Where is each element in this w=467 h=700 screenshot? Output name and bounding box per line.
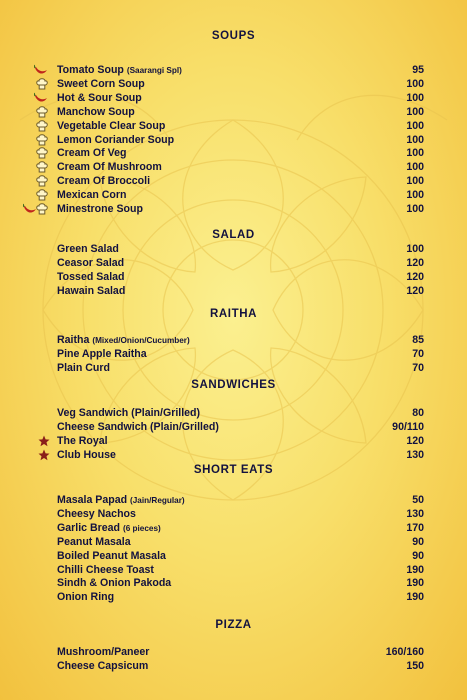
section-title-short-eats: SHORT EATS	[193, 464, 274, 476]
menu-item-price: 100	[406, 105, 424, 118]
menu-item-price: 120	[406, 270, 424, 283]
menu-item-row	[0, 493, 467, 507]
menu-item-row	[0, 202, 467, 216]
chef-hat-icon	[36, 106, 50, 118]
menu-item-price: 160/160	[385, 646, 424, 658]
section-title-salad: SALAD	[212, 229, 255, 241]
menu-item-name	[57, 659, 148, 673]
menu-item-row	[0, 91, 467, 105]
chef-hat-icon	[36, 78, 50, 90]
menu-item-row	[0, 188, 467, 202]
menu-item-price: 100	[406, 189, 424, 202]
menu-item-label: Tomato Soup	[57, 64, 124, 76]
section-title-soups: SOUPS	[211, 30, 256, 42]
section-title-raitha: RAITHA	[209, 308, 258, 320]
chef-hat-icon	[36, 189, 50, 201]
menu-item-label: Chilli Cheese Toast	[57, 563, 154, 576]
menu-item-price: 100	[406, 133, 424, 146]
menu-item-row	[0, 77, 467, 91]
menu-item-name	[57, 174, 150, 188]
menu-item-label: The Royal	[57, 434, 108, 447]
menu-item-price: 100	[406, 175, 424, 188]
menu-item-price: 130	[406, 507, 424, 520]
menu-item-label: Cheese Sandwich (Plain/Grilled)	[57, 420, 219, 433]
menu-item-price: 90	[412, 549, 424, 562]
menu-item-name	[57, 63, 182, 78]
menu-item-name	[57, 645, 149, 659]
menu-item-label: Tossed Salad	[57, 270, 125, 283]
menu-item-label: Sweet Corn Soup	[57, 77, 145, 90]
chef-hat-icon	[36, 203, 50, 215]
menu-item-name	[57, 361, 110, 375]
menu-item-row	[0, 521, 467, 535]
menu-item-note: (Jain/Regular)	[130, 496, 185, 505]
menu-item-label: Manchow Soup	[57, 105, 135, 118]
menu-item-row	[0, 160, 467, 174]
menu-item-label: Plain Curd	[57, 361, 110, 374]
menu-item-row	[0, 284, 467, 298]
menu-item-row	[0, 434, 467, 448]
menu-item-row	[0, 576, 467, 590]
menu-item-label: Minestrone Soup	[57, 203, 143, 215]
menu-item-label: Club House	[57, 448, 116, 461]
menu-item-name	[57, 493, 185, 508]
menu-item-price: 100	[406, 119, 424, 132]
menu-item-row	[0, 242, 467, 256]
menu-item-name	[57, 270, 125, 284]
menu-item-label: Vegetable Clear Soup	[57, 119, 166, 132]
menu-item-price: 80	[412, 407, 424, 419]
menu-item-row	[0, 535, 467, 549]
menu-item-row	[0, 347, 467, 361]
menu-item-label: Lemon Coriander Soup	[57, 133, 175, 146]
menu-item-label: Masala Papad	[57, 494, 128, 506]
menu-item-row	[0, 133, 467, 147]
menu-item-name	[57, 105, 135, 119]
menu-item-label: Sindh & Onion Pakoda	[57, 577, 172, 590]
menu-item-label: Pine Apple Raitha	[57, 347, 147, 360]
menu-item-row	[0, 563, 467, 577]
menu-item-row	[0, 645, 467, 659]
menu-item-name	[57, 284, 125, 298]
menu-item-row	[0, 256, 467, 270]
menu-item-price: 170	[406, 521, 424, 534]
menu-item-row	[0, 105, 467, 119]
menu-item-name	[57, 133, 174, 147]
menu-item-price: 130	[406, 448, 424, 461]
menu-item-name	[57, 160, 162, 174]
menu-item-price: 190	[406, 563, 424, 576]
menu-item-row	[0, 549, 467, 563]
menu-item-label: Raitha	[57, 334, 90, 346]
menu-item-row	[0, 174, 467, 188]
menu-item-label: Veg Sandwich (Plain/Grilled)	[57, 407, 201, 419]
menu-item-label: Ceasor Salad	[57, 256, 125, 269]
menu-item-name	[57, 77, 145, 91]
menu-item-name	[57, 434, 108, 448]
menu-item-price: 190	[406, 577, 424, 590]
menu-item-label: Green Salad	[57, 243, 119, 255]
menu-item-row	[0, 63, 467, 77]
menu-item-label: Hot & Sour Soup	[57, 91, 142, 104]
menu-item-name	[57, 202, 143, 216]
menu-item-label: Boiled Peanut Masala	[57, 549, 166, 562]
menu-item-label: Cheesy Nachos	[57, 507, 136, 520]
menu-item-name	[57, 507, 136, 521]
menu-item-label: Cheese Capsicum	[57, 659, 149, 672]
chef-hat-icon	[36, 147, 50, 159]
menu-item-price: 90	[412, 535, 424, 548]
menu-item-name	[57, 590, 114, 604]
menu-item-label: Cream Of Mushroom	[57, 161, 162, 174]
chef-hat-icon	[36, 134, 50, 146]
menu-item-price: 100	[406, 147, 424, 160]
chilli-icon	[23, 203, 37, 215]
menu-item-row	[0, 448, 467, 462]
menu-item-row	[0, 361, 467, 375]
menu-item-price: 95	[412, 64, 424, 76]
menu-item-label: Garlic Bread	[57, 521, 121, 534]
menu-item-price: 190	[406, 591, 424, 604]
menu-item-label: Cream Of Veg	[57, 147, 127, 160]
menu-item-price: 100	[406, 77, 424, 90]
menu-item-row	[0, 270, 467, 284]
menu-item-price: 100	[406, 161, 424, 174]
section-title-pizza: PIZZA	[215, 619, 252, 631]
menu-item-price: 90/110	[392, 420, 424, 433]
menu-item-note: (6 pieces)	[122, 523, 161, 533]
menu-item-row	[0, 333, 467, 347]
menu-item-name	[57, 535, 131, 549]
menu-item-price: 120	[406, 256, 424, 269]
menu-item-price: 50	[412, 494, 424, 506]
menu-item-row	[0, 507, 467, 521]
menu-item-name	[57, 549, 166, 563]
menu-item-name	[57, 521, 161, 536]
menu-item-price: 100	[406, 203, 424, 215]
menu-item-name	[57, 119, 165, 133]
menu-item-label: Hawain Salad	[57, 284, 126, 297]
menu-item-price: 85	[412, 334, 424, 346]
menu-item-name	[57, 576, 171, 590]
menu-item-name	[57, 563, 154, 577]
star-icon	[38, 449, 52, 461]
menu-item-name	[57, 242, 119, 256]
chef-hat-icon	[36, 161, 50, 173]
menu-item-row	[0, 420, 467, 434]
star-icon	[38, 435, 52, 447]
menu-item-name	[57, 256, 124, 270]
menu-item-name	[57, 91, 142, 105]
chef-hat-icon	[36, 120, 50, 132]
menu-item-price: 100	[406, 91, 424, 104]
menu-item-row	[0, 119, 467, 133]
menu-item-note: (Saarangi Spl)	[126, 66, 182, 75]
menu-item-price: 150	[406, 659, 424, 672]
menu-item-label: Onion Ring	[57, 591, 115, 604]
menu-item-label: Peanut Masala	[57, 535, 131, 548]
menu-item-name	[57, 406, 200, 420]
menu-item-name	[57, 448, 116, 462]
section-title-sandwiches: SANDWICHES	[191, 379, 276, 391]
menu-item-name	[57, 146, 126, 160]
menu-item-row	[0, 659, 467, 673]
menu-item-row	[0, 406, 467, 420]
menu-item-label: Mushroom/Paneer	[57, 646, 150, 658]
chilli-icon	[34, 92, 48, 104]
menu-item-label: Cream Of Broccoli	[57, 175, 151, 188]
chilli-icon	[34, 64, 48, 76]
menu-item-row	[0, 590, 467, 604]
menu-item-name	[57, 188, 126, 202]
menu-item-price: 70	[412, 347, 424, 360]
menu-item-name	[57, 333, 190, 348]
menu-item-label: Mexican Corn	[57, 189, 127, 202]
menu-item-note: (Mixed/Onion/Cucumber)	[92, 336, 190, 345]
menu-item-price: 100	[406, 243, 424, 255]
chef-hat-icon	[36, 175, 50, 187]
menu-item-name	[57, 347, 147, 361]
menu-item-name	[57, 420, 219, 434]
menu-item-price: 70	[412, 361, 424, 374]
menu-item-price: 120	[406, 284, 424, 297]
menu-item-row	[0, 146, 467, 160]
menu-item-price: 120	[406, 434, 424, 447]
